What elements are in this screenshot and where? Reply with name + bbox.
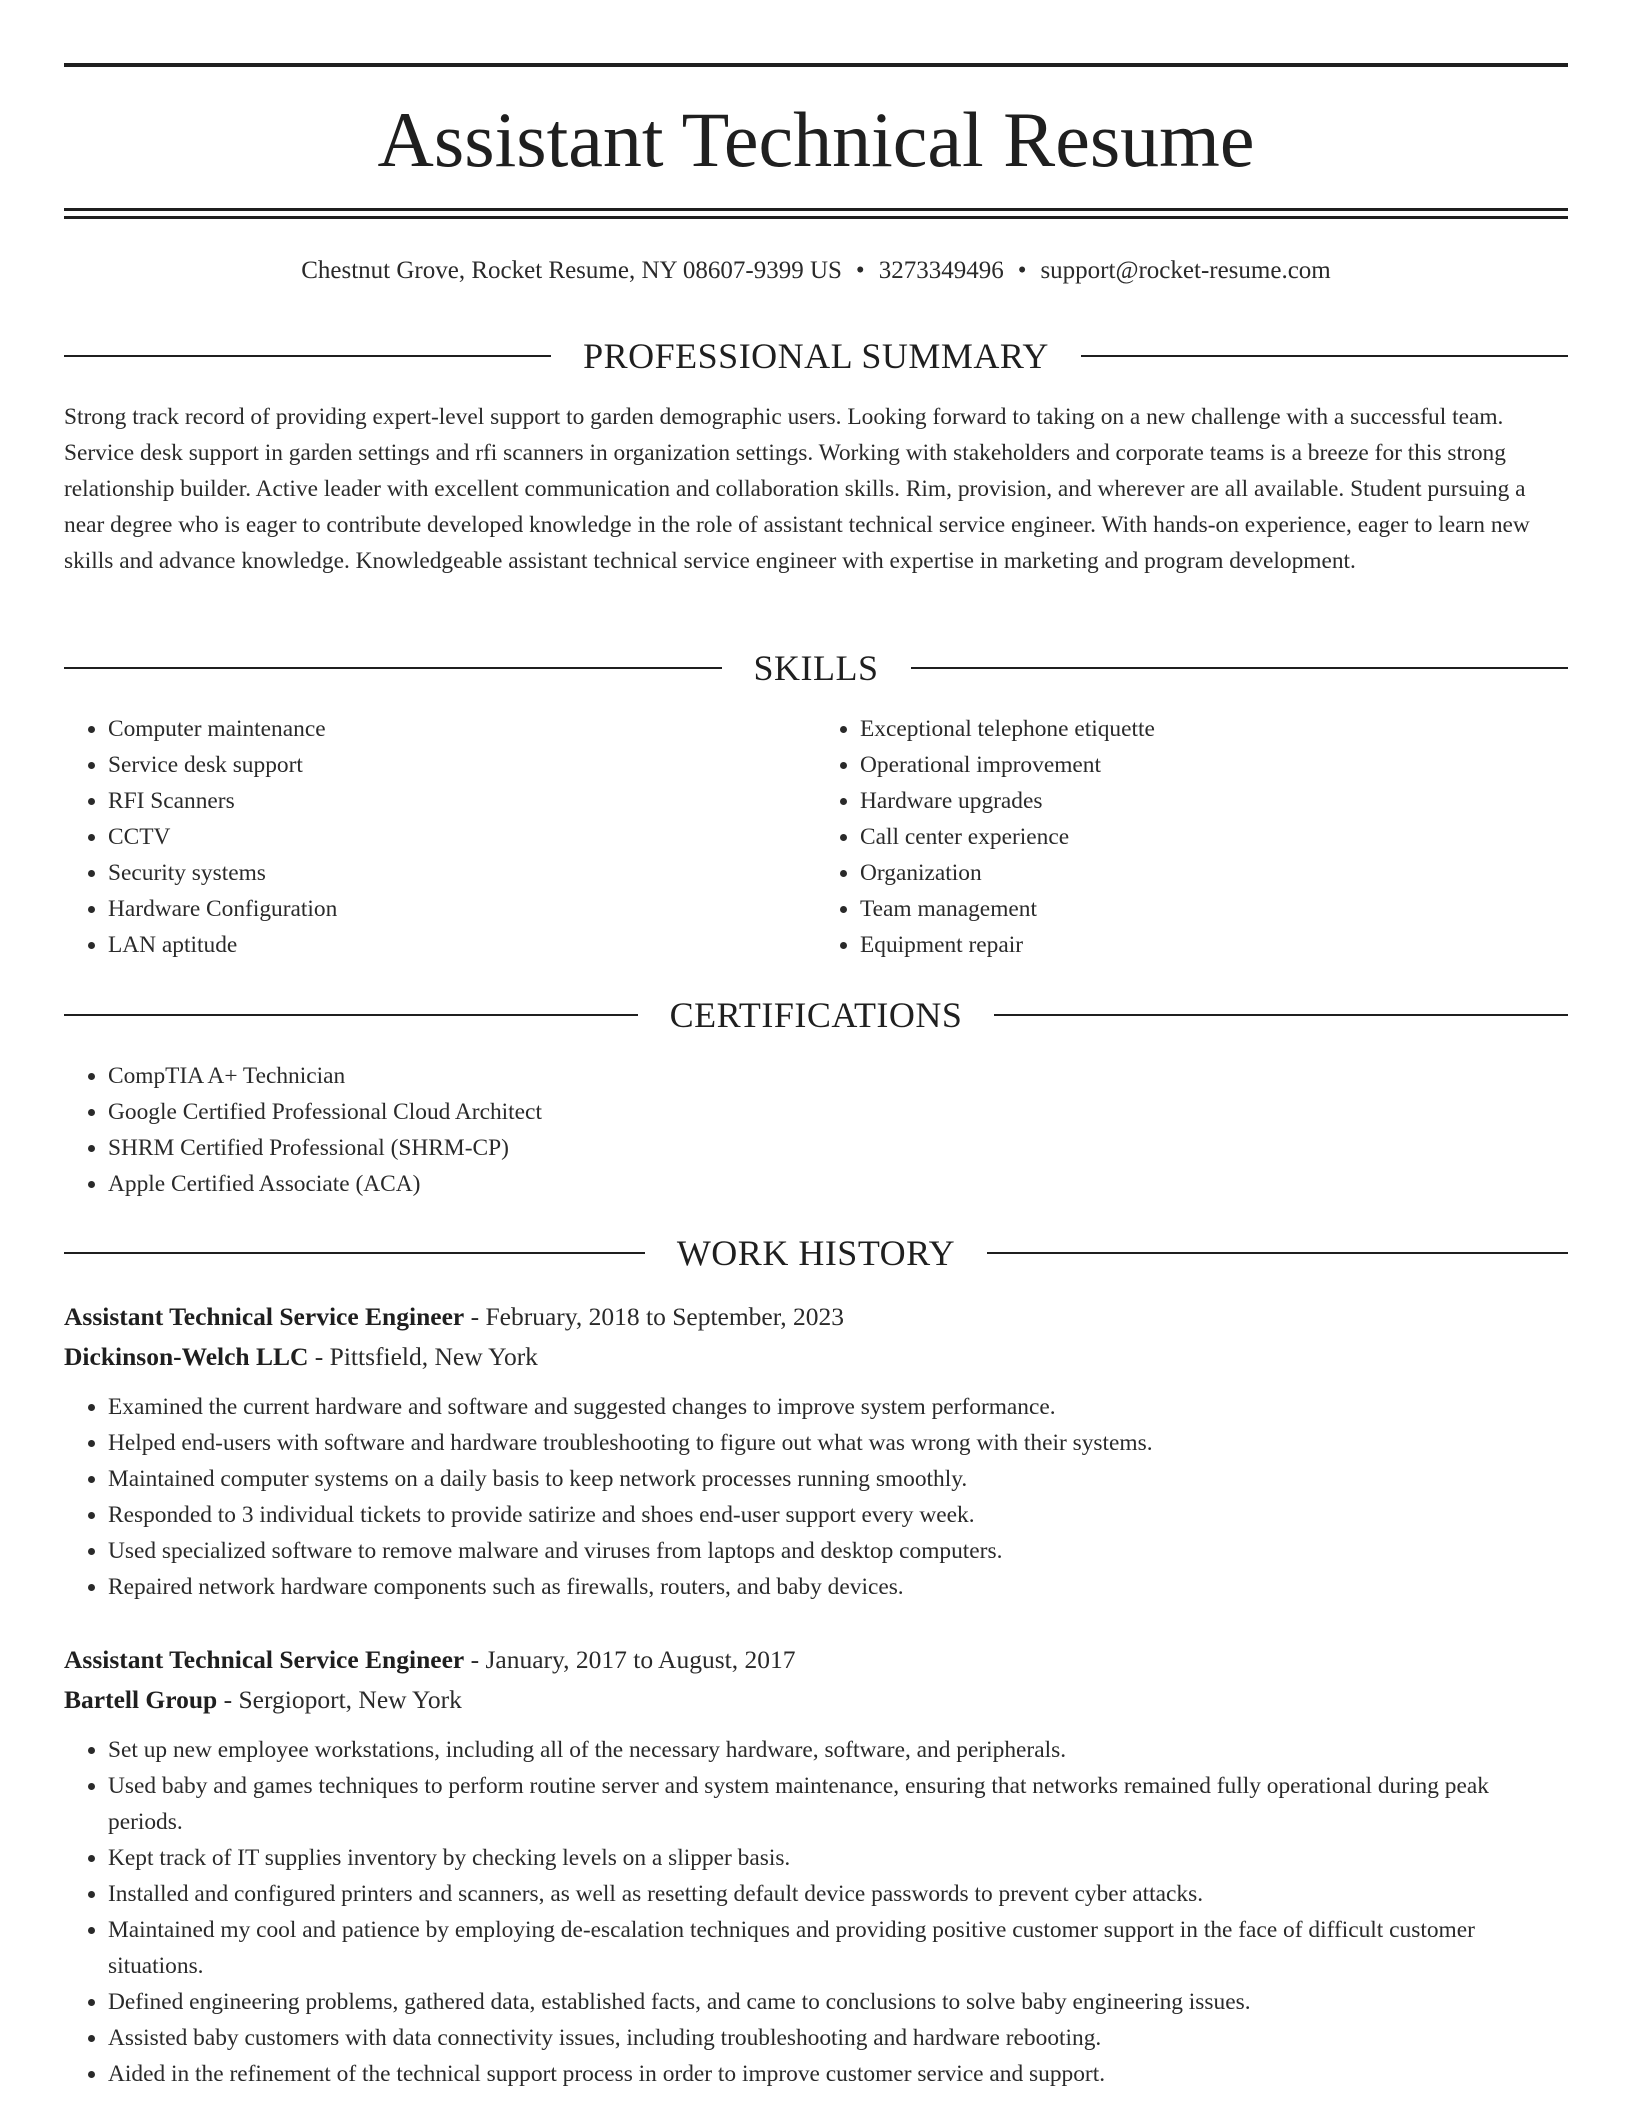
job-bullet: • Defined engineering problems, gathered data, established facts, and came to conclusions to solve baby engineering issues.	[108, 1984, 1568, 2020]
job-bullets	[64, 1389, 1568, 1605]
top-rule	[64, 63, 1568, 67]
job-bullet: • Aided in the refinement of the technical support process in order to improve customer service and support.	[108, 2056, 1568, 2092]
job-location: - Sergioport, New York	[217, 1685, 462, 1714]
certification-item: • Apple Certified Associate (ACA)	[108, 1166, 1568, 1202]
summary-text: Strong track record of providing expert-level support to garden demographic users. Looking forward to taking on a new challenge with a successful team. Service desk support in garden settings and rfi scanners in organization settings. Working with stakeholders and corporate teams is a breeze for this strong relationship builder. Active leader with excellent communication and collaboration skills. Rim, provision, and wherever are all available. Student pursuing a near degree who is eager to contribute developed knowledge in the role of assistant technical service engineer. With hands-on experience, eager to learn new skills and advance knowledge. Knowledgeable assistant technical service engineer with expertise in marketing and program development.	[64, 404, 1530, 574]
skills-column-left	[64, 711, 816, 963]
certifications-list	[64, 1058, 1568, 1202]
section-header-skills	[64, 646, 1568, 690]
job-bullet: • Maintained my cool and patience by employing de-escalation techniques and providing positive customer support in the face of difficult customer situations.	[108, 1912, 1568, 1984]
skills-column-right	[816, 711, 1568, 963]
header-rule	[1081, 355, 1568, 357]
section-header-work-history	[64, 1231, 1568, 1275]
skill-item: • Team management	[860, 891, 1568, 927]
job-title-line	[64, 1297, 1568, 1337]
job-bullet: • Kept track of IT supplies inventory by checking levels on a slipper basis.	[108, 1840, 1568, 1876]
job-bullet: • Set up new employee workstations, including all of the necessary hardware, software, and peripherals.	[108, 1732, 1568, 1768]
skills-list	[64, 711, 1568, 963]
header-rule	[64, 667, 722, 669]
section-title: PROFESSIONAL SUMMARY	[583, 336, 1049, 376]
skill-item: • Security systems	[108, 855, 816, 891]
skill-item: • CCTV	[108, 819, 816, 855]
section-title: SKILLS	[753, 648, 879, 688]
skill-item: • Call center experience	[860, 819, 1568, 855]
certification-item: • CompTIA A+ Technician	[108, 1058, 1568, 1094]
skill-item: • Computer maintenance	[108, 711, 816, 747]
section-header-certifications	[64, 993, 1568, 1037]
header-rule	[64, 1252, 645, 1254]
section-title: CERTIFICATIONS	[669, 995, 963, 1035]
job-company: Dickinson-Welch LLC	[64, 1342, 309, 1371]
skill-item: • LAN aptitude	[108, 927, 816, 963]
job-bullet: • Repaired network hardware components such as firewalls, routers, and baby devices.	[108, 1569, 1568, 1605]
contact-email: support@rocket-resume.com	[1040, 257, 1331, 284]
job-bullet: • Used baby and games techniques to perform routine server and system maintenance, ensuring that networks remained fully operational during peak periods.	[108, 1768, 1568, 1840]
skill-item: • RFI Scanners	[108, 783, 816, 819]
job-title-line	[64, 1640, 1568, 1680]
contact-separator: •	[1017, 257, 1027, 284]
job-bullet: • Installed and configured printers and scanners, as well as resetting default device passwords to prevent cyber attacks.	[108, 1876, 1568, 1912]
job-bullet: • Used specialized software to remove malware and viruses from laptops and desktop computers.	[108, 1533, 1568, 1569]
skill-item: • Exceptional telephone etiquette	[860, 711, 1568, 747]
contact-separator: •	[855, 257, 865, 284]
contact-phone: 3273349496	[878, 257, 1004, 284]
skill-item: • Operational improvement	[860, 747, 1568, 783]
header-rule	[987, 1252, 1568, 1254]
certification-item: • SHRM Certified Professional (SHRM-CP)	[108, 1130, 1568, 1166]
job-title: Assistant Technical Service Engineer	[64, 1302, 465, 1331]
contact-address: Chestnut Grove, Rocket Resume, NY 08607-9399 US	[301, 257, 842, 284]
job-company-line	[64, 1680, 1568, 1720]
resume-title: Assistant Technical Resume	[377, 96, 1255, 183]
job-entry-2	[64, 1640, 1568, 2092]
header-rule	[911, 667, 1569, 669]
job-bullets	[64, 1732, 1568, 2092]
certifications-items	[64, 1058, 1568, 1202]
header-rule	[64, 355, 551, 357]
job-bullet: • Responded to 3 individual tickets to provide satirize and shoes end-user support every week.	[108, 1497, 1568, 1533]
job-entry-1	[64, 1297, 1568, 1605]
certification-item: • Google Certified Professional Cloud Architect	[108, 1094, 1568, 1130]
skill-item: • Hardware Configuration	[108, 891, 816, 927]
section-header-summary	[64, 334, 1568, 378]
skill-item: • Organization	[860, 855, 1568, 891]
title-double-rule	[64, 208, 1568, 219]
job-bullet: • Maintained computer systems on a daily basis to keep network processes running smoothly.	[108, 1461, 1568, 1497]
job-bullet: • Helped end-users with software and hardware troubleshooting to figure out what was wrong with their systems.	[108, 1425, 1568, 1461]
header-rule	[64, 1014, 638, 1016]
job-company-line	[64, 1337, 1568, 1377]
skill-item: • Service desk support	[108, 747, 816, 783]
job-company: Bartell Group	[64, 1685, 218, 1714]
job-title: Assistant Technical Service Engineer	[64, 1645, 465, 1674]
job-bullet: • Examined the current hardware and software and suggested changes to improve system performance.	[108, 1389, 1568, 1425]
skill-item: • Equipment repair	[860, 927, 1568, 963]
job-location: - Pittsfield, New York	[308, 1342, 538, 1371]
header-rule	[994, 1014, 1568, 1016]
job-dates: - January, 2017 to August, 2017	[464, 1645, 796, 1674]
job-bullet: • Assisted baby customers with data connectivity issues, including troubleshooting and hardware rebooting.	[108, 2020, 1568, 2056]
contact-line	[64, 254, 1568, 288]
job-dates: - February, 2018 to September, 2023	[464, 1302, 844, 1331]
skill-item: • Hardware upgrades	[860, 783, 1568, 819]
section-title: WORK HISTORY	[676, 1233, 956, 1273]
